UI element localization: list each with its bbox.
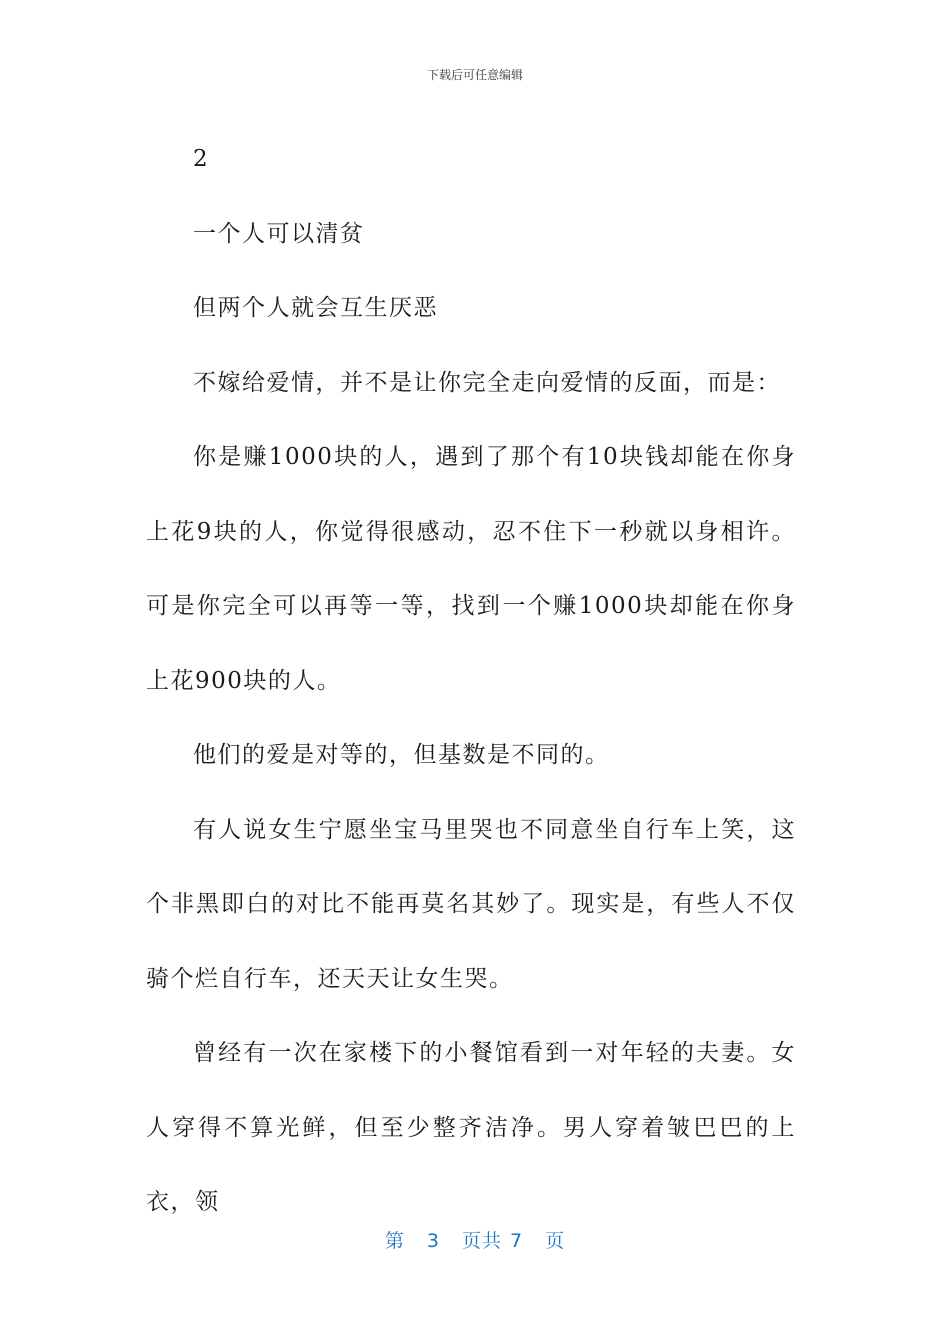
document-body	[146, 122, 796, 1240]
paragraph: 但两个人就会互生厌恶	[193, 295, 438, 321]
page-label-suffix: 页	[545, 1230, 566, 1252]
page-label-prefix: 第	[384, 1230, 405, 1252]
page-header: 下载后可任意编辑	[426, 68, 523, 82]
paragraph: 有人说女生宁愿坐宝马里哭也不同意坐自行车上笑，这个非黑即白的对比不能再莫名其妙了。现实是，有些人不仅骑个烂自行车，还天天让女生哭。	[146, 816, 796, 992]
paragraph: 你是赚1000块的人，遇到了那个有10块钱却能在你身上花9块的人，你觉得很感动，忍不住下一秒就以身相许。可是你完全可以再等一等，找到一个赚1000块却能在你身上花900块的人。	[146, 444, 796, 694]
section-number: 2	[193, 146, 210, 172]
current-page-number: 3	[426, 1230, 440, 1252]
page-footer	[0, 1226, 950, 1253]
paragraph: 不嫁给爱情，并不是让你完全走向爱情的反面，而是：	[193, 369, 781, 396]
page-label-mid: 页共	[461, 1230, 502, 1252]
paragraph: 他们的爱是对等的，但基数是不同的。	[193, 742, 610, 768]
paragraph: 曾经有一次在家楼下的小餐馆看到一对年轻的夫妻。女人穿得不算光鲜，但至少整齐洁净。男人穿着皱巴巴的上衣，领	[146, 1040, 796, 1215]
paragraph: 一个人可以清贫	[193, 220, 365, 247]
total-pages-number: 7	[510, 1230, 524, 1252]
